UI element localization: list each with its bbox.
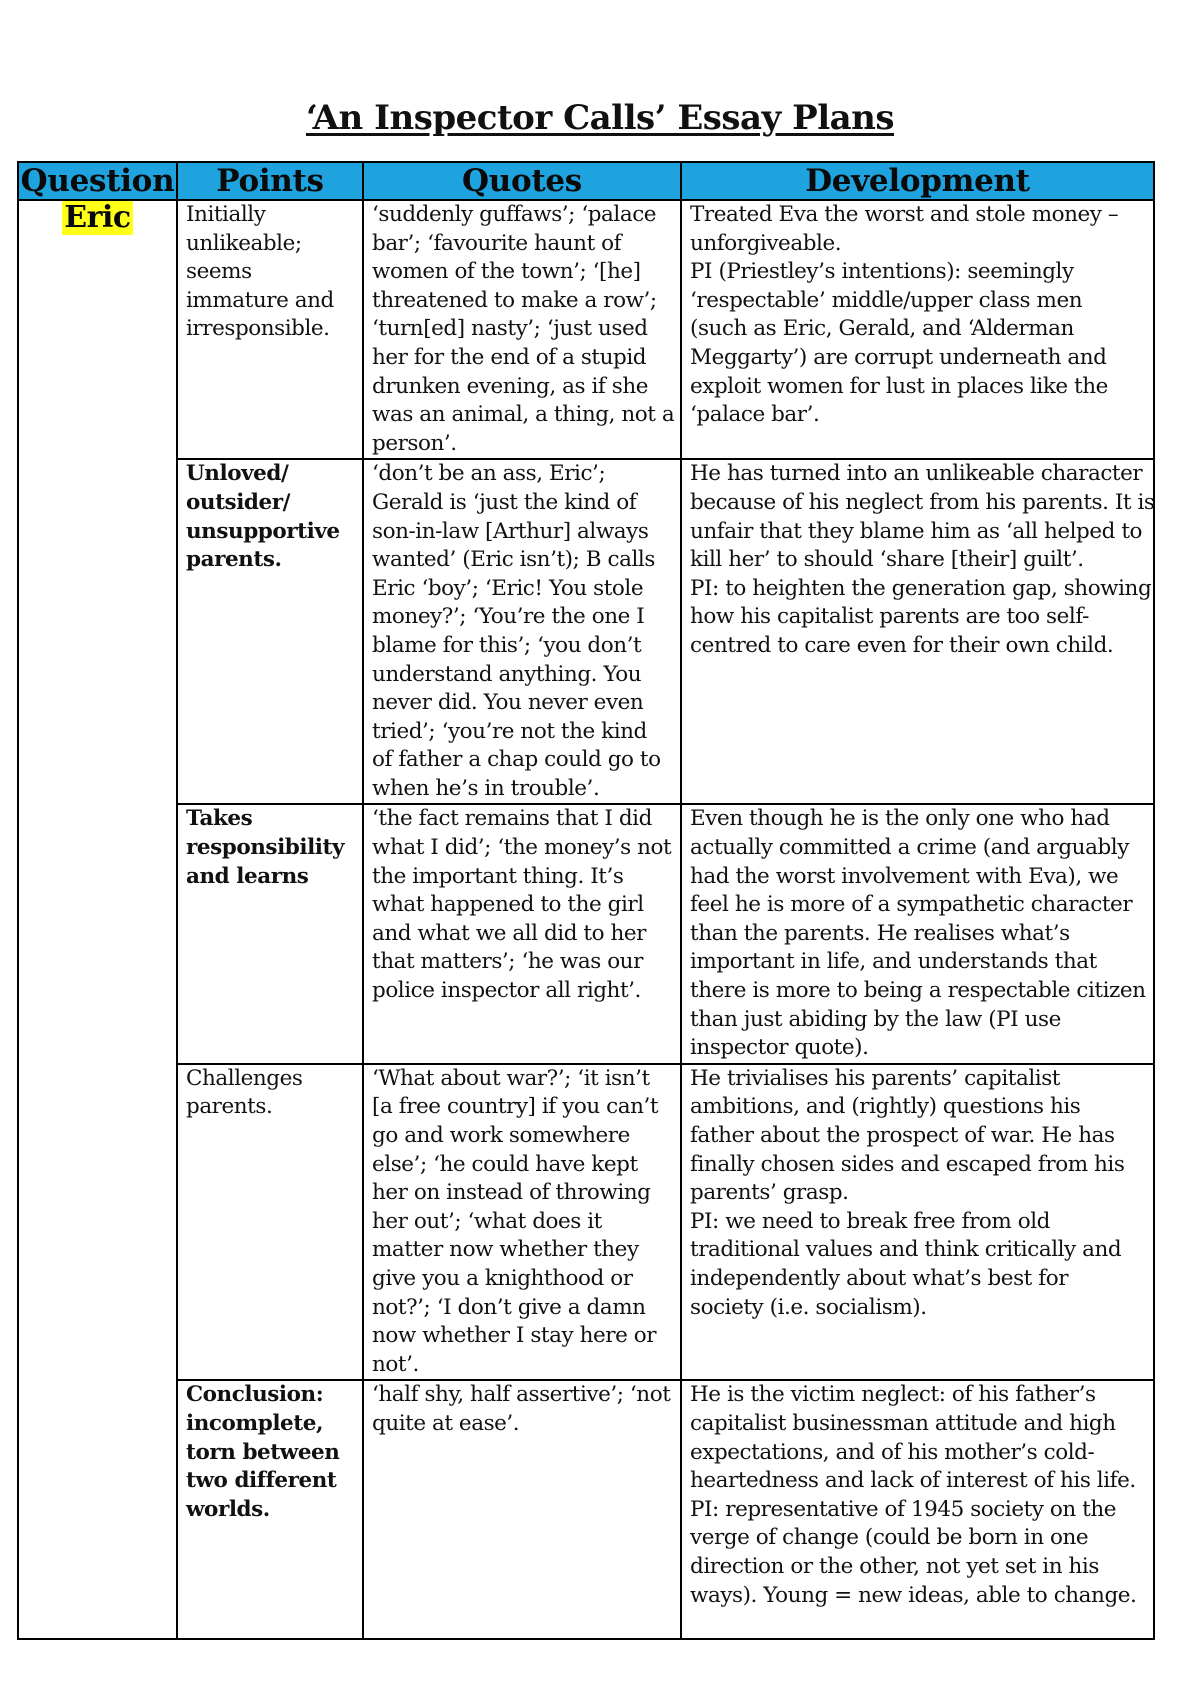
development-line: He trivialises his parents’ capitalist: [690, 1065, 1060, 1091]
quotes-cell: [363, 200, 681, 459]
development-line: father about the prospect of war. He has: [690, 1123, 1115, 1148]
quotes-cell: [363, 1064, 681, 1381]
development-line: (such as Eric, Gerald, and ‘Alderman: [690, 316, 1074, 342]
quote-line: else’; ‘he could have kept: [372, 1151, 638, 1177]
development-cell: [681, 1380, 1154, 1639]
development-line: PI: to heighten the generation gap, showing: [690, 575, 1152, 601]
point-line: torn between: [186, 1439, 340, 1465]
development-line: because of his neglect from his parents. It is: [690, 489, 1155, 515]
table-row: [18, 1064, 1154, 1381]
quote-line: women of the town’; ‘[he]: [372, 259, 641, 285]
quote-line: matter now whether they: [372, 1237, 639, 1263]
quote-line: what I did’; ‘the money’s not: [372, 835, 672, 861]
point-line: outsider/: [186, 489, 291, 515]
table-row: [18, 459, 1154, 804]
development-line: He has turned into an unlikeable character: [690, 461, 1143, 487]
development-line: capitalist businessman attitude and high: [690, 1410, 1116, 1436]
development-line: unfair that they blame him as ‘all helped to: [690, 518, 1143, 544]
development-line: expectations, and of his mother’s cold-: [690, 1439, 1095, 1465]
point-line: incomplete,: [186, 1410, 324, 1436]
quote-line: not?’; ‘I don’t give a damn: [372, 1294, 646, 1320]
quote-line: ‘the fact remains that I did: [372, 806, 652, 832]
quote-line: ‘half shy, half assertive’; ‘not: [372, 1382, 671, 1408]
development-line: ways). Young = new ideas, able to change.: [690, 1582, 1137, 1608]
quote-line: Eric ‘boy’; ‘Eric! You stole: [372, 575, 644, 601]
header-development: Development: [681, 162, 1154, 200]
quotes-cell: [363, 459, 681, 804]
point-line: Unloved/: [186, 461, 289, 487]
header-points: Points: [177, 162, 363, 200]
development-line: kill her’ to should ‘share [their] guilt’.: [690, 547, 1084, 573]
point-line: Conclusion:: [186, 1382, 324, 1408]
point-line: responsibility: [186, 835, 345, 861]
quote-line: the important thing. It’s: [372, 863, 624, 889]
development-line: direction or the other, not yet set in his: [690, 1553, 1099, 1579]
development-cell: [681, 459, 1154, 804]
point-line: Initially: [186, 202, 266, 227]
quote-line: threatened to make a row’;: [372, 287, 657, 313]
development-line: exploit women for lust in places like the: [690, 373, 1108, 399]
point-line: and learns: [186, 863, 309, 889]
quote-line: person’.: [372, 430, 457, 456]
question-cell: [18, 200, 177, 1639]
quote-line: of father a chap could go to: [372, 747, 661, 773]
quote-line: not’.: [372, 1351, 419, 1377]
development-line: than just abiding by the law (PI use: [690, 1006, 1061, 1032]
quote-line: son-in-law [Arthur] always: [372, 518, 649, 544]
development-line: ‘respectable’ middle/upper class men: [690, 287, 1083, 313]
points-cell: [177, 1380, 363, 1639]
quote-line: that matters’; ‘he was our: [372, 949, 643, 975]
development-cell: [681, 804, 1154, 1063]
quote-line: when he’s in trouble’.: [372, 775, 600, 801]
development-line: finally chosen sides and escaped from his: [690, 1151, 1125, 1177]
development-line: than the parents. He realises what’s: [690, 920, 1070, 946]
point-line: seems: [186, 259, 252, 285]
development-cell: [681, 1064, 1154, 1381]
point-line: parents.: [186, 1094, 273, 1120]
quote-line: ‘turn[ed] nasty’; ‘just used: [372, 316, 648, 342]
development-line: PI (Priestley’s intentions): seemingly: [690, 259, 1074, 285]
table-row: [18, 1380, 1154, 1639]
page-title: ‘An Inspector Calls’ Essay Plans: [305, 98, 895, 138]
development-line: actually committed a crime (and arguably: [690, 835, 1129, 861]
point-line: immature and: [186, 287, 334, 313]
point-line: parents.: [186, 547, 282, 573]
point-line: two different: [186, 1468, 337, 1494]
development-line: verge of change (could be born in one: [690, 1525, 1089, 1551]
quote-line: drunken evening, as if she: [372, 373, 649, 399]
quote-line: never did. You never even: [372, 690, 644, 716]
quote-line: police inspector all right’.: [372, 978, 641, 1004]
development-line: how his capitalist parents are too self-: [690, 604, 1089, 630]
development-line: important in life, and understands that: [690, 949, 1097, 975]
quote-line: give you a knighthood or: [372, 1265, 633, 1291]
development-line: feel he is more of a sympathetic character: [690, 892, 1133, 918]
development-line: heartedness and lack of interest of his life.: [690, 1468, 1136, 1494]
table-row: [18, 804, 1154, 1063]
points-cell: [177, 804, 363, 1063]
development-line: ambitions, and (rightly) questions his: [690, 1094, 1081, 1120]
quote-line: understand anything. You: [372, 661, 642, 687]
development-line: parents’ grasp.: [690, 1180, 849, 1206]
point-line: unlikeable;: [186, 230, 302, 256]
quote-line: what happened to the girl: [372, 892, 644, 918]
quote-line: money?’; ‘You’re the one I: [372, 604, 645, 630]
points-cell: [177, 459, 363, 804]
development-line: Treated Eva the worst and stole money –: [690, 202, 1119, 227]
development-line: society (i.e. socialism).: [690, 1294, 927, 1320]
table-row: [18, 200, 1154, 459]
header-row: [18, 162, 1154, 200]
points-cell: [177, 1064, 363, 1381]
development-line: unforgiveable.: [690, 230, 842, 256]
quote-line: ‘don’t be an ass, Eric’;: [372, 461, 606, 487]
development-line: there is more to being a respectable citizen: [690, 978, 1146, 1004]
quotes-cell: [363, 1380, 681, 1639]
quote-line: ‘What about war?’; ‘it isn’t: [372, 1065, 650, 1091]
development-line: centred to care even for their own child.: [690, 632, 1114, 658]
point-line: irresponsible.: [186, 316, 330, 342]
point-line: unsupportive: [186, 518, 340, 544]
quote-line: bar’; ‘favourite haunt of: [372, 230, 622, 256]
development-line: He is the victim neglect: of his father’s: [690, 1382, 1096, 1408]
quotes-cell: [363, 804, 681, 1063]
development-line: PI: representative of 1945 society on the: [690, 1496, 1116, 1522]
quote-line: tried’; ‘you’re not the kind: [372, 718, 647, 744]
header-quotes: Quotes: [363, 162, 681, 200]
development-line: PI: we need to break free from old: [690, 1208, 1050, 1234]
quote-line: wanted’ (Eric isn’t); B calls: [372, 547, 655, 573]
point-line: Takes: [186, 806, 253, 832]
development-line: had the worst involvement with Eva), we: [690, 863, 1119, 889]
essay-plan-table: [17, 161, 1155, 1640]
quote-line: her on instead of throwing: [372, 1180, 651, 1206]
development-line: independently about what’s best for: [690, 1265, 1069, 1291]
quote-line: Gerald is ‘just the kind of: [372, 489, 637, 515]
quote-line: was an animal, a thing, not a: [372, 402, 675, 428]
quote-line: ‘suddenly guffaws’; ‘palace: [372, 202, 657, 227]
point-line: Challenges: [186, 1065, 303, 1091]
point-line: worlds.: [186, 1496, 270, 1522]
development-cell: [681, 200, 1154, 459]
header-question: Question: [18, 162, 177, 200]
development-line: Meggarty’) are corrupt underneath and: [690, 344, 1107, 370]
quote-line: go and work somewhere: [372, 1123, 630, 1148]
development-line: Even though he is the only one who had: [690, 806, 1110, 832]
quote-line: quite at ease’.: [372, 1410, 520, 1436]
development-line: ‘palace bar’.: [690, 402, 820, 428]
quote-line: [a free country] if you can’t: [372, 1094, 659, 1120]
points-cell: [177, 200, 363, 459]
question-eric: Eric: [64, 200, 131, 235]
quote-line: her out’; ‘what does it: [372, 1208, 602, 1234]
quote-line: and what we all did to her: [372, 920, 646, 946]
quote-line: blame for this’; ‘you don’t: [372, 632, 642, 658]
quote-line: her for the end of a stupid: [372, 344, 647, 370]
development-line: inspector quote).: [690, 1035, 869, 1061]
development-line: traditional values and think critically and: [690, 1237, 1122, 1263]
quote-line: now whether I stay here or: [372, 1323, 657, 1349]
